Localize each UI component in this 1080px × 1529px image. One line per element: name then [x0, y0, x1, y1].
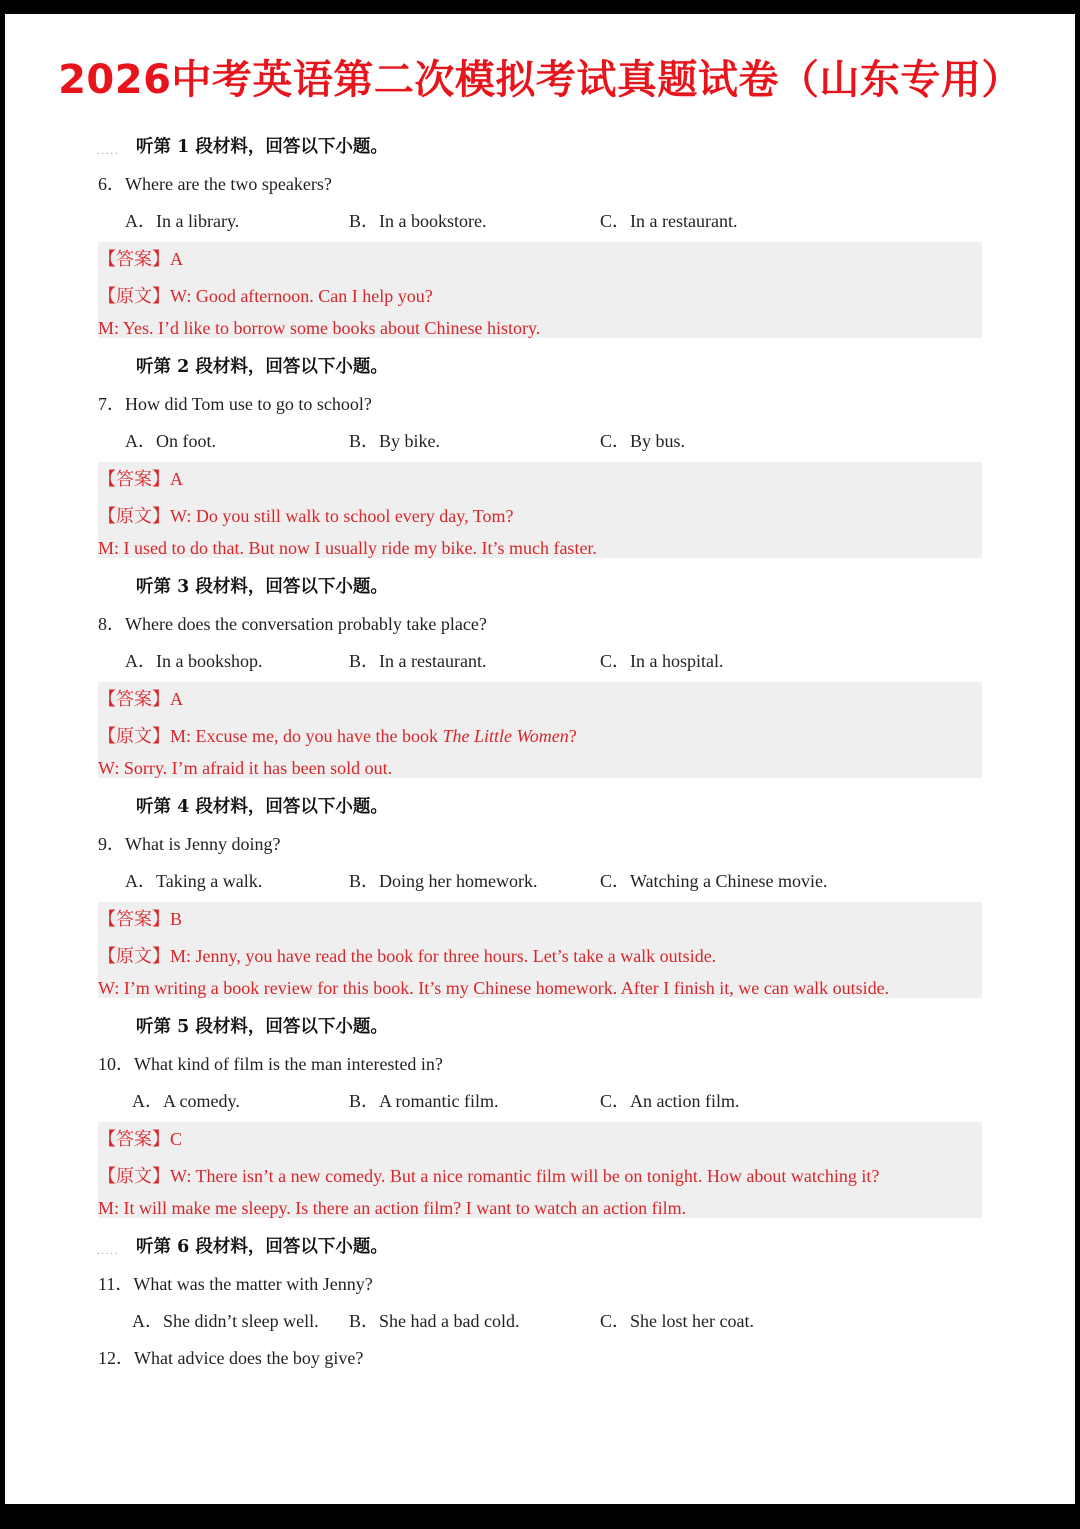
option-b: B．In a bookstore.: [349, 211, 487, 231]
option-c: C．In a restaurant.: [600, 211, 738, 231]
option-c: C．An action film.: [600, 1091, 740, 1111]
transcript-text: M: Excuse me, do you have the book: [170, 726, 443, 746]
option-b: B．A romantic film.: [349, 1091, 499, 1111]
question-text: 9．What is Jenny doing?: [98, 834, 281, 854]
option-b: B．By bike.: [349, 431, 441, 451]
transcript-tag: 【原文】: [98, 286, 170, 306]
answer-label: 【答案】C: [98, 1129, 183, 1149]
section-heading: 听第 1 段材料，回答以下小题。: [136, 137, 388, 157]
option-a: A．She didn’t sleep well.: [132, 1311, 319, 1331]
transcript-line: [98, 1162, 879, 1188]
section-heading: 听第 6 段材料，回答以下小题。: [136, 1237, 388, 1257]
transcript-tag: 【原文】: [98, 1166, 170, 1186]
transcript-text: W: Good afternoon. Can I help you?: [170, 286, 433, 306]
transcript-text: ?: [568, 726, 577, 746]
option-c: C．Watching a Chinese movie.: [600, 871, 828, 891]
transcript-line: M: Yes. I’d like to borrow some books about Chinese history.: [98, 318, 541, 338]
answer-label: 【答案】B: [98, 909, 183, 929]
option-a: A．On foot.: [125, 431, 216, 451]
option-a: A．In a library.: [125, 211, 240, 231]
section-heading: 听第 2 段材料，回答以下小题。: [136, 357, 388, 377]
question-text: 11．What was the matter with Jenny?: [98, 1274, 373, 1294]
transcript-line: [98, 282, 433, 308]
transcript-line: W: I’m writing a book review for this book. It’s my Chinese homework. After I finish it, we can walk outside.: [98, 978, 890, 998]
dotted-leader: .....: [97, 1246, 120, 1257]
exam-page: [5, 14, 1075, 1504]
question-text: 12．What advice does the boy give?: [98, 1348, 364, 1368]
question-text: 10．What kind of film is the man interested in?: [98, 1054, 443, 1074]
transcript-line: [98, 502, 514, 528]
option-a: A．A comedy.: [132, 1091, 240, 1111]
page-title: 2026中考英语第二次模拟考试真题试卷（山东专用）: [58, 57, 1022, 103]
question-text: 6．Where are the two speakers?: [98, 174, 332, 194]
option-a: A．Taking a walk.: [125, 871, 263, 891]
transcript-line: M: I used to do that. But now I usually ride my bike. It’s much faster.: [98, 538, 597, 558]
book-title: The Little Women: [442, 726, 569, 746]
option-b: B．In a restaurant.: [349, 651, 487, 671]
option-b: B．She had a bad cold.: [349, 1311, 520, 1331]
transcript-line: M: It will make me sleepy. Is there an action film? I want to watch an action film.: [98, 1198, 687, 1218]
transcript-line: W: Sorry. I’m afraid it has been sold out.: [98, 758, 393, 778]
option-c: C．In a hospital.: [600, 651, 724, 671]
transcript-line: [98, 942, 716, 968]
transcript-tag: 【原文】: [98, 946, 170, 966]
section-heading: 听第 4 段材料，回答以下小题。: [136, 797, 388, 817]
transcript-tag: 【原文】: [98, 506, 170, 526]
transcript-text: M: Jenny, you have read the book for three hours. Let’s take a walk outside.: [170, 946, 717, 966]
question-text: 8．Where does the conversation probably take place?: [98, 614, 487, 634]
answer-label: 【答案】A: [98, 249, 183, 269]
transcript-line: [98, 722, 577, 748]
option-c: C．By bus.: [600, 431, 686, 451]
section-heading: 听第 5 段材料，回答以下小题。: [136, 1017, 388, 1037]
option-c: C．She lost her coat.: [600, 1311, 754, 1331]
answer-label: 【答案】A: [98, 469, 183, 489]
transcript-text: W: There isn’t a new comedy. But a nice romantic film will be on tonight. How about watching it?: [170, 1166, 880, 1186]
transcript-tag: 【原文】: [98, 726, 170, 746]
section-heading: 听第 3 段材料，回答以下小题。: [136, 577, 388, 597]
question-text: 7．How did Tom use to go to school?: [98, 394, 372, 414]
option-b: B．Doing her homework.: [349, 871, 538, 891]
answer-label: 【答案】A: [98, 689, 183, 709]
dotted-leader: .....: [97, 146, 120, 157]
transcript-text: W: Do you still walk to school every day, Tom?: [170, 506, 514, 526]
option-a: A．In a bookshop.: [125, 651, 263, 671]
